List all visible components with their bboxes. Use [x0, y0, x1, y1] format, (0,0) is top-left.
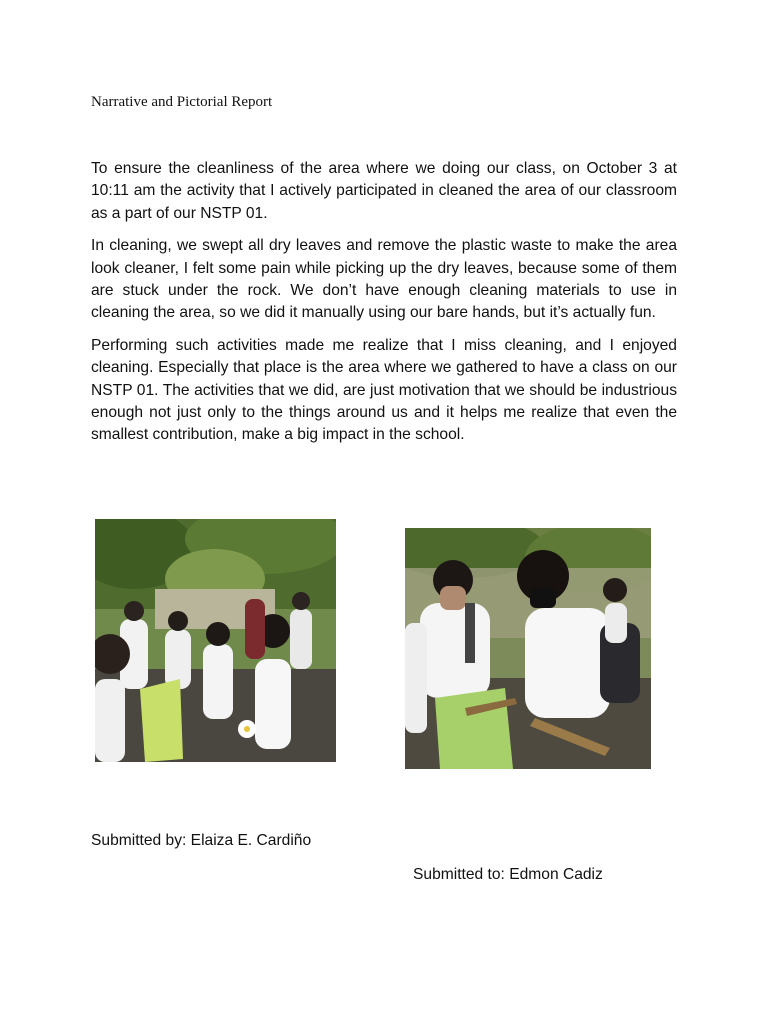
paragraph-1: To ensure the cleanliness of the area where we doing our class, on October 3 at 10:11 am the activity that I actively participated in cleaned the area of our classroom as a part of our NSTP 01. [91, 160, 677, 222]
report-title: Narrative and Pictorial Report [91, 94, 273, 110]
submitted-to: Submitted to: Edmon Cadiz [413, 866, 603, 883]
report-body [91, 158, 677, 457]
cleaning-photo-1 [95, 519, 336, 762]
cleaning-photo-2 [405, 528, 651, 769]
submitted-by: Submitted by: Elaiza E. Cardiño [91, 832, 312, 849]
paragraph-2: In cleaning, we swept all dry leaves and remove the plastic waste to make the area look cleaner, I felt some pain while picking up the dry leaves, because some of them are stuck under the rock. We don’t have enough cleaning materials to use in cleaning the area, so we did it manually using our bare hands, but it’s actually fun. [91, 237, 677, 322]
paragraph-3: Performing such activities made me realize that I miss cleaning, and I enjoyed cleaning. Especially that place is the area where we gathered to have a class on our NSTP 01. The activities that we did, are just motivation that we should be industrious enough not just only to the things around us and it helps me realize that even the smallest contribution, make a big impact in the school. [91, 336, 677, 444]
